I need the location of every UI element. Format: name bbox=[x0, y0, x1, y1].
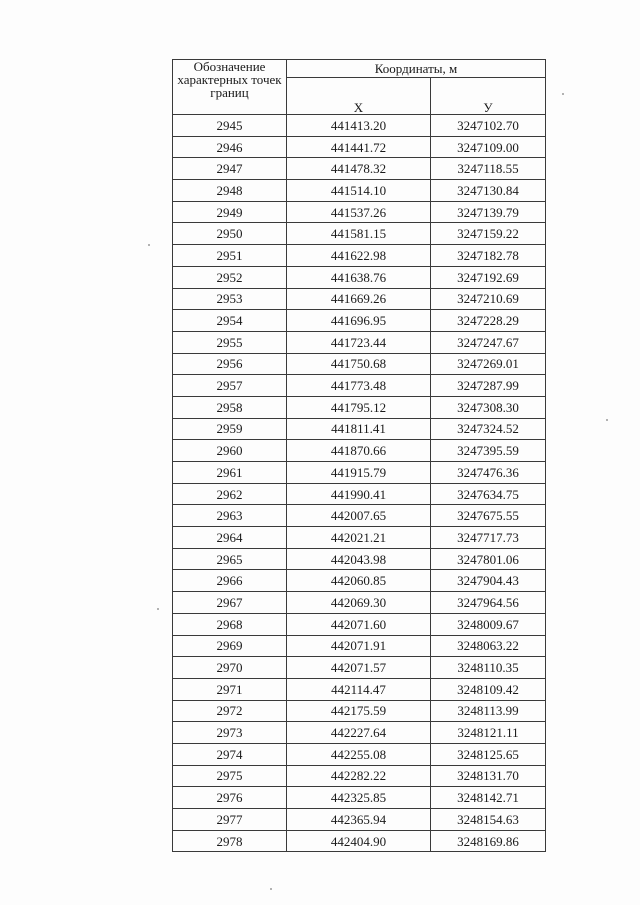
point-cell: 2970 bbox=[173, 657, 287, 679]
table-row bbox=[173, 288, 546, 310]
y-coordinate-cell: 3247139.79 bbox=[431, 201, 546, 223]
table-row bbox=[173, 483, 546, 505]
table-row bbox=[173, 418, 546, 440]
table-row bbox=[173, 353, 546, 375]
x-coordinate-cell: 441811.41 bbox=[287, 418, 431, 440]
x-coordinate-cell: 441696.95 bbox=[287, 310, 431, 332]
point-cell: 2974 bbox=[173, 743, 287, 765]
point-cell: 2977 bbox=[173, 809, 287, 831]
x-coordinate-cell: 441581.15 bbox=[287, 223, 431, 245]
point-cell: 2965 bbox=[173, 548, 287, 570]
x-coordinate-cell: 441915.79 bbox=[287, 462, 431, 484]
point-cell: 2949 bbox=[173, 201, 287, 223]
x-coordinate-cell: 441441.72 bbox=[287, 136, 431, 158]
point-cell: 2953 bbox=[173, 288, 287, 310]
y-coordinate-cell: 3248125.65 bbox=[431, 743, 546, 765]
y-coordinate-cell: 3247130.84 bbox=[431, 180, 546, 202]
y-coordinate-cell: 3248009.67 bbox=[431, 613, 546, 635]
point-cell: 2954 bbox=[173, 310, 287, 332]
x-coordinate-cell: 441638.76 bbox=[287, 266, 431, 288]
table-row bbox=[173, 830, 546, 852]
table-row bbox=[173, 505, 546, 527]
point-cell: 2945 bbox=[173, 115, 287, 137]
table-row bbox=[173, 396, 546, 418]
y-coordinate-cell: 3248063.22 bbox=[431, 635, 546, 657]
x-coordinate-cell: 442325.85 bbox=[287, 787, 431, 809]
table-row bbox=[173, 678, 546, 700]
y-coordinate-cell: 3247247.67 bbox=[431, 331, 546, 353]
y-coordinate-cell: 3248121.11 bbox=[431, 722, 546, 744]
scan-speck bbox=[606, 419, 608, 421]
table-row bbox=[173, 743, 546, 765]
scan-speck bbox=[562, 93, 564, 95]
point-cell: 2978 bbox=[173, 830, 287, 852]
x-coordinate-cell: 441990.41 bbox=[287, 483, 431, 505]
y-coordinate-cell: 3248131.70 bbox=[431, 765, 546, 787]
x-coordinate-cell: 441723.44 bbox=[287, 331, 431, 353]
y-coordinate-cell: 3247308.30 bbox=[431, 396, 546, 418]
point-cell: 2957 bbox=[173, 375, 287, 397]
x-coordinate-cell: 442175.59 bbox=[287, 700, 431, 722]
point-cell: 2968 bbox=[173, 613, 287, 635]
y-coordinate-cell: 3248169.86 bbox=[431, 830, 546, 852]
point-cell: 2963 bbox=[173, 505, 287, 527]
y-coordinate-cell: 3248113.99 bbox=[431, 700, 546, 722]
table-row bbox=[173, 310, 546, 332]
y-coordinate-cell: 3247476.36 bbox=[431, 462, 546, 484]
point-cell: 2959 bbox=[173, 418, 287, 440]
table-row bbox=[173, 158, 546, 180]
x-coordinate-cell: 442060.85 bbox=[287, 570, 431, 592]
scan-speck bbox=[148, 244, 150, 246]
point-cell: 2958 bbox=[173, 396, 287, 418]
point-cell: 2972 bbox=[173, 700, 287, 722]
coordinates-table bbox=[172, 59, 546, 852]
point-cell: 2951 bbox=[173, 245, 287, 267]
x-coordinate-cell: 442043.98 bbox=[287, 548, 431, 570]
point-cell: 2964 bbox=[173, 527, 287, 549]
y-coordinate-cell: 3247228.29 bbox=[431, 310, 546, 332]
table-row bbox=[173, 527, 546, 549]
table-row bbox=[173, 570, 546, 592]
point-cell: 2975 bbox=[173, 765, 287, 787]
y-coordinate-cell: 3248154.63 bbox=[431, 809, 546, 831]
table-row bbox=[173, 592, 546, 614]
x-coordinate-cell: 442021.21 bbox=[287, 527, 431, 549]
table-row bbox=[173, 223, 546, 245]
x-coordinate-cell: 441537.26 bbox=[287, 201, 431, 223]
table-row bbox=[173, 548, 546, 570]
point-cell: 2969 bbox=[173, 635, 287, 657]
point-cell: 2947 bbox=[173, 158, 287, 180]
scan-speck bbox=[157, 608, 159, 610]
point-cell: 2946 bbox=[173, 136, 287, 158]
x-coordinate-cell: 442071.60 bbox=[287, 613, 431, 635]
y-coordinate-cell: 3247269.01 bbox=[431, 353, 546, 375]
point-cell: 2960 bbox=[173, 440, 287, 462]
table-row bbox=[173, 115, 546, 137]
table-row bbox=[173, 245, 546, 267]
table-row bbox=[173, 266, 546, 288]
x-coordinate-cell: 442282.22 bbox=[287, 765, 431, 787]
x-coordinate-cell: 442069.30 bbox=[287, 592, 431, 614]
x-coordinate-cell: 441622.98 bbox=[287, 245, 431, 267]
y-coordinate-cell: 3248109.42 bbox=[431, 678, 546, 700]
x-column-header: X bbox=[287, 78, 431, 115]
point-cell: 2971 bbox=[173, 678, 287, 700]
x-coordinate-cell: 442114.47 bbox=[287, 678, 431, 700]
x-coordinate-cell: 442255.08 bbox=[287, 743, 431, 765]
y-coordinate-cell: 3247801.06 bbox=[431, 548, 546, 570]
y-coordinate-cell: 3247192.69 bbox=[431, 266, 546, 288]
x-coordinate-cell: 442365.94 bbox=[287, 809, 431, 831]
x-coordinate-cell: 442227.64 bbox=[287, 722, 431, 744]
point-cell: 2955 bbox=[173, 331, 287, 353]
point-cell: 2948 bbox=[173, 180, 287, 202]
x-coordinate-cell: 441669.26 bbox=[287, 288, 431, 310]
table-row bbox=[173, 722, 546, 744]
table-row bbox=[173, 331, 546, 353]
table-row bbox=[173, 440, 546, 462]
x-coordinate-cell: 441750.68 bbox=[287, 353, 431, 375]
y-coordinate-cell: 3247964.56 bbox=[431, 592, 546, 614]
point-cell: 2950 bbox=[173, 223, 287, 245]
x-coordinate-cell: 441413.20 bbox=[287, 115, 431, 137]
table-header bbox=[173, 60, 546, 115]
scan-speck bbox=[270, 888, 272, 890]
x-coordinate-cell: 442071.91 bbox=[287, 635, 431, 657]
y-coordinate-cell: 3247102.70 bbox=[431, 115, 546, 137]
table-row bbox=[173, 462, 546, 484]
point-cell: 2961 bbox=[173, 462, 287, 484]
table-row bbox=[173, 635, 546, 657]
x-coordinate-cell: 442404.90 bbox=[287, 830, 431, 852]
table-row bbox=[173, 787, 546, 809]
x-coordinate-cell: 441514.10 bbox=[287, 180, 431, 202]
y-coordinate-cell: 3247210.69 bbox=[431, 288, 546, 310]
table-row bbox=[173, 201, 546, 223]
coordinates-group-header: Координаты, м bbox=[287, 60, 546, 78]
table-row bbox=[173, 613, 546, 635]
point-cell: 2976 bbox=[173, 787, 287, 809]
x-coordinate-cell: 442071.57 bbox=[287, 657, 431, 679]
y-coordinate-cell: 3247675.55 bbox=[431, 505, 546, 527]
y-column-header: У bbox=[431, 78, 546, 115]
table-row bbox=[173, 136, 546, 158]
y-coordinate-cell: 3247159.22 bbox=[431, 223, 546, 245]
y-coordinate-cell: 3247904.43 bbox=[431, 570, 546, 592]
x-coordinate-cell: 441773.48 bbox=[287, 375, 431, 397]
point-cell: 2967 bbox=[173, 592, 287, 614]
y-coordinate-cell: 3247118.55 bbox=[431, 158, 546, 180]
table-row bbox=[173, 375, 546, 397]
y-coordinate-cell: 3247395.59 bbox=[431, 440, 546, 462]
point-cell: 2962 bbox=[173, 483, 287, 505]
x-coordinate-cell: 441870.66 bbox=[287, 440, 431, 462]
x-coordinate-cell: 441795.12 bbox=[287, 396, 431, 418]
x-coordinate-cell: 441478.32 bbox=[287, 158, 431, 180]
y-coordinate-cell: 3248142.71 bbox=[431, 787, 546, 809]
point-cell: 2973 bbox=[173, 722, 287, 744]
table-row bbox=[173, 657, 546, 679]
table-body bbox=[173, 115, 546, 852]
point-column-header: Обозначение характерных точек границ bbox=[173, 60, 287, 115]
table-row bbox=[173, 765, 546, 787]
table-row bbox=[173, 180, 546, 202]
y-coordinate-cell: 3247109.00 bbox=[431, 136, 546, 158]
y-coordinate-cell: 3247324.52 bbox=[431, 418, 546, 440]
y-coordinate-cell: 3247182.78 bbox=[431, 245, 546, 267]
y-coordinate-cell: 3247287.99 bbox=[431, 375, 546, 397]
x-coordinate-cell: 442007.65 bbox=[287, 505, 431, 527]
table-row bbox=[173, 809, 546, 831]
table-row bbox=[173, 700, 546, 722]
y-coordinate-cell: 3247717.73 bbox=[431, 527, 546, 549]
y-coordinate-cell: 3248110.35 bbox=[431, 657, 546, 679]
y-coordinate-cell: 3247634.75 bbox=[431, 483, 546, 505]
point-cell: 2956 bbox=[173, 353, 287, 375]
point-cell: 2952 bbox=[173, 266, 287, 288]
point-cell: 2966 bbox=[173, 570, 287, 592]
